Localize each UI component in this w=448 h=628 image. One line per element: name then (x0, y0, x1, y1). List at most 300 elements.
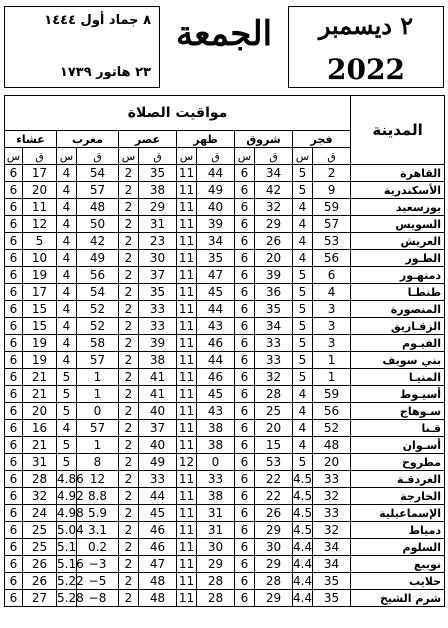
hour-value: 5.04 (57, 522, 84, 537)
hour-value: 6 (235, 335, 255, 352)
hour-value: 5 (293, 267, 313, 284)
minute-value: −5 (77, 573, 119, 590)
hour-value: 11 (177, 216, 197, 233)
hour-value: 6 (5, 573, 23, 590)
minute-value: 33 (139, 471, 177, 488)
hour-value: 11 (177, 522, 197, 539)
hour-value: 5 (293, 318, 313, 335)
minute-value: 19 (23, 267, 57, 284)
hour-value: 6 (235, 590, 255, 607)
hour-value: 4.86 (57, 471, 84, 486)
hour-value: 6 (235, 488, 255, 505)
minute-value: 21 (23, 369, 57, 386)
prayer-header: شروق (235, 131, 293, 148)
city-row (5, 420, 445, 437)
minute-value: 15 (255, 437, 293, 454)
unit-hour-label: س (119, 148, 139, 165)
city-name: الخارجة (351, 488, 445, 505)
minute-value: 34 (255, 165, 293, 182)
minute-value: 29 (255, 522, 293, 539)
gregorian-date-box (288, 6, 444, 88)
minute-value: 25 (255, 403, 293, 420)
minute-value: 35 (139, 284, 177, 301)
minute-value: 38 (197, 420, 235, 437)
minute-value: 33 (255, 335, 293, 352)
minute-value: 48 (313, 437, 351, 454)
city-row (5, 318, 445, 335)
minute-value: 42 (255, 182, 293, 199)
minute-value: 44 (139, 488, 177, 505)
hour-value: 11 (177, 505, 197, 522)
city-name: الغردقـة (351, 471, 445, 488)
hour-value: 2 (119, 369, 139, 386)
city-name: الطـور (351, 250, 445, 267)
minute-value: 20 (23, 403, 57, 420)
minute-value: 26 (23, 556, 57, 573)
hour-value: 4 (57, 165, 77, 182)
hour-value: 5 (293, 165, 313, 182)
minute-value: 37 (139, 420, 177, 437)
hour-value: 6 (5, 590, 23, 607)
city-name: أسيـوط (351, 386, 445, 403)
hour-value: 4 (57, 301, 77, 318)
hour-value: 11 (177, 488, 197, 505)
city-row (5, 505, 445, 522)
hour-value: 6 (235, 182, 255, 199)
minute-value: 56 (313, 250, 351, 267)
minute-value: 57 (313, 216, 351, 233)
minute-value: 19 (23, 335, 57, 352)
minute-value: 33 (197, 471, 235, 488)
minute-value: 20 (255, 420, 293, 437)
city-row (5, 386, 445, 403)
minute-value: 28 (255, 386, 293, 403)
minute-value: 52 (77, 318, 119, 335)
minute-value: 44 (197, 165, 235, 182)
prayer-header: فجر (293, 131, 351, 148)
minute-value: 54 (77, 284, 119, 301)
unit-minute-label: ق (313, 148, 351, 165)
hour-value: 5 (293, 352, 313, 369)
hour-value: 2 (119, 590, 139, 607)
city-row (5, 199, 445, 216)
hour-value: 6 (235, 420, 255, 437)
minute-value: 39 (139, 335, 177, 352)
hour-value: 11 (177, 386, 197, 403)
hour-value: 4 (57, 267, 77, 284)
hour-value: 6 (235, 216, 255, 233)
hour-value: 6 (235, 318, 255, 335)
hour-value: 11 (177, 437, 197, 454)
hour-value: 4.5 (293, 471, 313, 486)
minute-value: 4 (313, 284, 351, 301)
minute-value: 23 (139, 233, 177, 250)
hour-value: 6 (5, 352, 23, 369)
hour-value: 2 (119, 301, 139, 318)
minute-value: 49 (77, 250, 119, 267)
minute-value: 31 (23, 454, 57, 471)
minute-value: 38 (197, 437, 235, 454)
city-name: دمنهـور (351, 267, 445, 284)
minute-value: 46 (139, 539, 177, 556)
unit-minute-label: ق (23, 148, 57, 165)
unit-hour-label: س (235, 148, 255, 165)
hour-value: 6 (235, 165, 255, 182)
hour-value: 5 (293, 284, 313, 301)
minute-value: 34 (313, 539, 351, 556)
minute-value: 59 (313, 199, 351, 216)
city-row (5, 216, 445, 233)
unit-hour-label: س (5, 148, 23, 165)
minute-value: 20 (313, 454, 351, 471)
hour-value: 6 (5, 454, 23, 471)
minute-value: 28 (255, 573, 293, 590)
minute-value: 56 (77, 267, 119, 284)
city-row (5, 590, 445, 607)
minute-value: 35 (139, 165, 177, 182)
minute-value: 44 (197, 352, 235, 369)
hour-value: 4 (293, 250, 313, 267)
minute-value: 45 (197, 386, 235, 403)
hour-value: 6 (235, 369, 255, 386)
city-row (5, 522, 445, 539)
city-row (5, 165, 445, 182)
hour-value: 5 (57, 454, 77, 471)
minute-value: 49 (197, 182, 235, 199)
hour-value: 6 (5, 182, 23, 199)
hour-value: 4.98 (57, 505, 84, 520)
hour-value: 4 (57, 199, 77, 216)
city-name: بورسعيد (351, 199, 445, 216)
hour-value: 4.5 (293, 488, 313, 503)
minute-value: 30 (139, 250, 177, 267)
table-title: مواقيت الصلاة (5, 96, 351, 131)
hour-value: 6 (235, 573, 255, 590)
minute-value: 29 (139, 199, 177, 216)
minute-value: 1 (313, 352, 351, 369)
hour-value: 6 (5, 403, 23, 420)
minute-value: 25 (23, 539, 57, 556)
minute-value: 26 (255, 505, 293, 522)
hour-value: 4.92 (57, 488, 84, 503)
hour-value: 6 (5, 505, 23, 522)
minute-value: 26 (255, 233, 293, 250)
hour-value: 6 (235, 403, 255, 420)
hour-value: 2 (119, 403, 139, 420)
city-name: العريش (351, 233, 445, 250)
minute-value: 32 (313, 522, 351, 539)
minute-value: 43 (197, 318, 235, 335)
hour-value: 5 (57, 369, 77, 386)
hour-value: 6 (235, 522, 255, 539)
minute-value: 21 (23, 437, 57, 454)
minute-value: 57 (77, 182, 119, 199)
hour-value: 6 (235, 437, 255, 454)
city-row (5, 301, 445, 318)
minute-value: 6 (313, 267, 351, 284)
minute-value: 42 (77, 233, 119, 250)
unit-minute-label: ق (255, 148, 293, 165)
minute-value: −3 (77, 556, 119, 573)
hour-value: 11 (177, 199, 197, 216)
minute-value: 22 (255, 471, 293, 488)
minute-value: 33 (313, 505, 351, 522)
hour-value: 11 (177, 318, 197, 335)
hour-value: 5 (293, 335, 313, 352)
minute-value: 22 (255, 488, 293, 505)
minute-value: 34 (197, 233, 235, 250)
hour-value: 4.4 (293, 556, 313, 571)
hour-value: 6 (235, 539, 255, 556)
hour-value: 4 (293, 386, 313, 403)
hour-value: 6 (5, 267, 23, 284)
minute-value: 39 (197, 216, 235, 233)
minute-value: 46 (139, 522, 177, 539)
minute-value: 38 (139, 182, 177, 199)
hour-value: 2 (119, 573, 139, 590)
minute-value: 17 (23, 284, 57, 301)
city-name: بني سويف (351, 352, 445, 369)
hour-value: 5 (293, 301, 313, 318)
minute-value: 30 (197, 539, 235, 556)
city-name: مطروح (351, 454, 445, 471)
city-row (5, 454, 445, 471)
hour-value: 2 (119, 233, 139, 250)
minute-value: 38 (139, 352, 177, 369)
hour-value: 2 (119, 505, 139, 522)
city-name: الفيـوم (351, 335, 445, 352)
minute-value: 34 (255, 318, 293, 335)
minute-value: 17 (23, 165, 57, 182)
hour-value: 4 (57, 250, 77, 267)
hour-value: 4 (57, 335, 77, 352)
minute-value: 59 (313, 386, 351, 403)
hour-value: 6 (5, 233, 23, 250)
minute-value: 46 (197, 335, 235, 352)
hour-value: 2 (119, 420, 139, 437)
hour-value: 2 (119, 216, 139, 233)
minute-value: 28 (197, 590, 235, 607)
minute-value: 3.1 (77, 522, 119, 539)
city-row (5, 556, 445, 573)
hour-value: 4.4 (293, 539, 313, 554)
hour-value: 6 (235, 556, 255, 573)
hour-value: 11 (177, 182, 197, 199)
minute-value: 1 (77, 437, 119, 454)
minute-value: 29 (255, 590, 293, 607)
minute-value: 31 (197, 505, 235, 522)
minute-value: 10 (23, 250, 57, 267)
city-row (5, 284, 445, 301)
hour-value: 4 (57, 352, 77, 369)
minute-value: 3 (313, 318, 351, 335)
hour-value: 6 (235, 267, 255, 284)
minute-value: 15 (23, 301, 57, 318)
minute-value: 5 (23, 233, 57, 250)
hour-value: 2 (119, 318, 139, 335)
minute-value: 8.8 (77, 488, 119, 505)
city-name: القاهرة (351, 165, 445, 182)
minute-value: 21 (23, 386, 57, 403)
city-name: شرم الشيخ (351, 590, 445, 607)
hour-value: 11 (177, 471, 197, 488)
minute-value: 53 (313, 233, 351, 250)
hour-value: 2 (119, 386, 139, 403)
hour-value: 4.5 (293, 522, 313, 537)
minute-value: 44 (197, 301, 235, 318)
minute-value: 57 (77, 352, 119, 369)
minute-value: 32 (255, 199, 293, 216)
minute-value: 0 (77, 403, 119, 420)
hour-value: 6 (5, 437, 23, 454)
hour-value: 2 (119, 539, 139, 556)
hour-value: 5 (57, 386, 77, 403)
minute-value: 57 (77, 420, 119, 437)
minute-value: 35 (313, 590, 351, 607)
minute-value: 3 (313, 301, 351, 318)
city-row (5, 488, 445, 505)
hour-value: 11 (177, 573, 197, 590)
minute-value: 41 (139, 386, 177, 403)
city-row (5, 250, 445, 267)
minute-value: 15 (23, 318, 57, 335)
minute-value: 1 (77, 369, 119, 386)
hour-value: 6 (235, 471, 255, 488)
hour-value: 11 (177, 250, 197, 267)
minute-value: −8 (77, 590, 119, 607)
unit-hour-label: س (293, 148, 313, 165)
hour-value: 11 (177, 352, 197, 369)
hour-value: 5 (57, 403, 77, 420)
minute-value: 54 (77, 165, 119, 182)
hour-value: 11 (177, 165, 197, 182)
unit-hour-label: س (57, 148, 77, 165)
city-name: نويبع (351, 556, 445, 573)
city-name: سـوهاج (351, 403, 445, 420)
hour-value: 5.16 (57, 556, 84, 571)
minute-value: 37 (139, 267, 177, 284)
city-name: السلوم (351, 539, 445, 556)
minute-value: 38 (197, 488, 235, 505)
hour-value: 6 (235, 233, 255, 250)
hour-value: 2 (119, 335, 139, 352)
hour-value: 2 (119, 522, 139, 539)
minute-value: 20 (255, 250, 293, 267)
hour-value: 11 (177, 284, 197, 301)
city-name: المنيـا (351, 369, 445, 386)
minute-value: 19 (23, 352, 57, 369)
minute-value: 34 (313, 556, 351, 573)
hour-value: 6 (235, 505, 255, 522)
minute-value: 49 (139, 454, 177, 471)
hour-value: 6 (235, 301, 255, 318)
hour-value: 11 (177, 539, 197, 556)
city-row (5, 471, 445, 488)
minute-value: 0 (197, 454, 235, 471)
minute-value: 53 (255, 454, 293, 471)
minute-value: 43 (197, 403, 235, 420)
minute-value: 16 (23, 420, 57, 437)
hour-value: 4 (293, 199, 313, 216)
hour-value: 6 (5, 556, 23, 573)
minute-value: 11 (23, 199, 57, 216)
city-name: قـنا (351, 420, 445, 437)
city-row (5, 403, 445, 420)
minute-value: 56 (313, 403, 351, 420)
minute-value: 32 (255, 369, 293, 386)
hour-value: 2 (119, 437, 139, 454)
city-row (5, 573, 445, 590)
minute-value: 48 (139, 590, 177, 607)
minute-value: 31 (139, 216, 177, 233)
minute-value: 41 (139, 369, 177, 386)
city-name: المنصورة (351, 301, 445, 318)
minute-value: 33 (139, 318, 177, 335)
hour-value: 6 (5, 216, 23, 233)
city-name: طنطـا (351, 284, 445, 301)
hijri-coptic-box (4, 6, 160, 88)
hour-value: 4 (57, 318, 77, 335)
hour-value: 6 (5, 420, 23, 437)
minute-value: 29 (255, 216, 293, 233)
minute-value: 20 (23, 182, 57, 199)
city-row (5, 335, 445, 352)
minute-value: 33 (255, 352, 293, 369)
minute-value: 47 (197, 267, 235, 284)
hour-value: 5.28 (57, 590, 84, 605)
minute-value: 40 (197, 199, 235, 216)
prayer-header: مغرب (57, 131, 119, 148)
prayer-header: ظهر (177, 131, 235, 148)
minute-value: 32 (313, 488, 351, 505)
city-column-header: المدينة (351, 96, 445, 165)
hour-value: 6 (5, 488, 23, 505)
hour-value: 2 (119, 267, 139, 284)
minute-value: 47 (139, 556, 177, 573)
city-name: الأسكندرية (351, 182, 445, 199)
minute-value: 35 (255, 301, 293, 318)
minute-value: 28 (23, 471, 57, 488)
hour-value: 5 (57, 437, 77, 454)
hour-value: 4 (57, 284, 77, 301)
coptic-date: ٢٣ هاتور ١٧٣٩ (59, 65, 151, 80)
minute-value: 52 (313, 420, 351, 437)
city-name: الإسماعيلية (351, 505, 445, 522)
minute-value: 32 (23, 488, 57, 505)
hour-value: 6 (5, 369, 23, 386)
city-row (5, 233, 445, 250)
hour-value: 2 (119, 471, 139, 488)
hour-value: 6 (5, 250, 23, 267)
minute-value: 12 (77, 471, 119, 488)
hour-value: 6 (5, 301, 23, 318)
minute-value: 25 (23, 522, 57, 539)
hour-value: 12 (177, 454, 197, 471)
minute-value: 48 (77, 199, 119, 216)
minute-value: 35 (313, 573, 351, 590)
hour-value: 2 (119, 488, 139, 505)
prayer-times-table (4, 95, 445, 607)
hour-value: 6 (235, 454, 255, 471)
hour-value: 5 (293, 182, 313, 199)
minute-value: 39 (255, 267, 293, 284)
hour-value: 2 (119, 250, 139, 267)
hour-value: 4 (293, 420, 313, 437)
minute-value: 58 (77, 335, 119, 352)
hour-value: 6 (5, 318, 23, 335)
city-name: الزقـازيق (351, 318, 445, 335)
hour-value: 11 (177, 420, 197, 437)
